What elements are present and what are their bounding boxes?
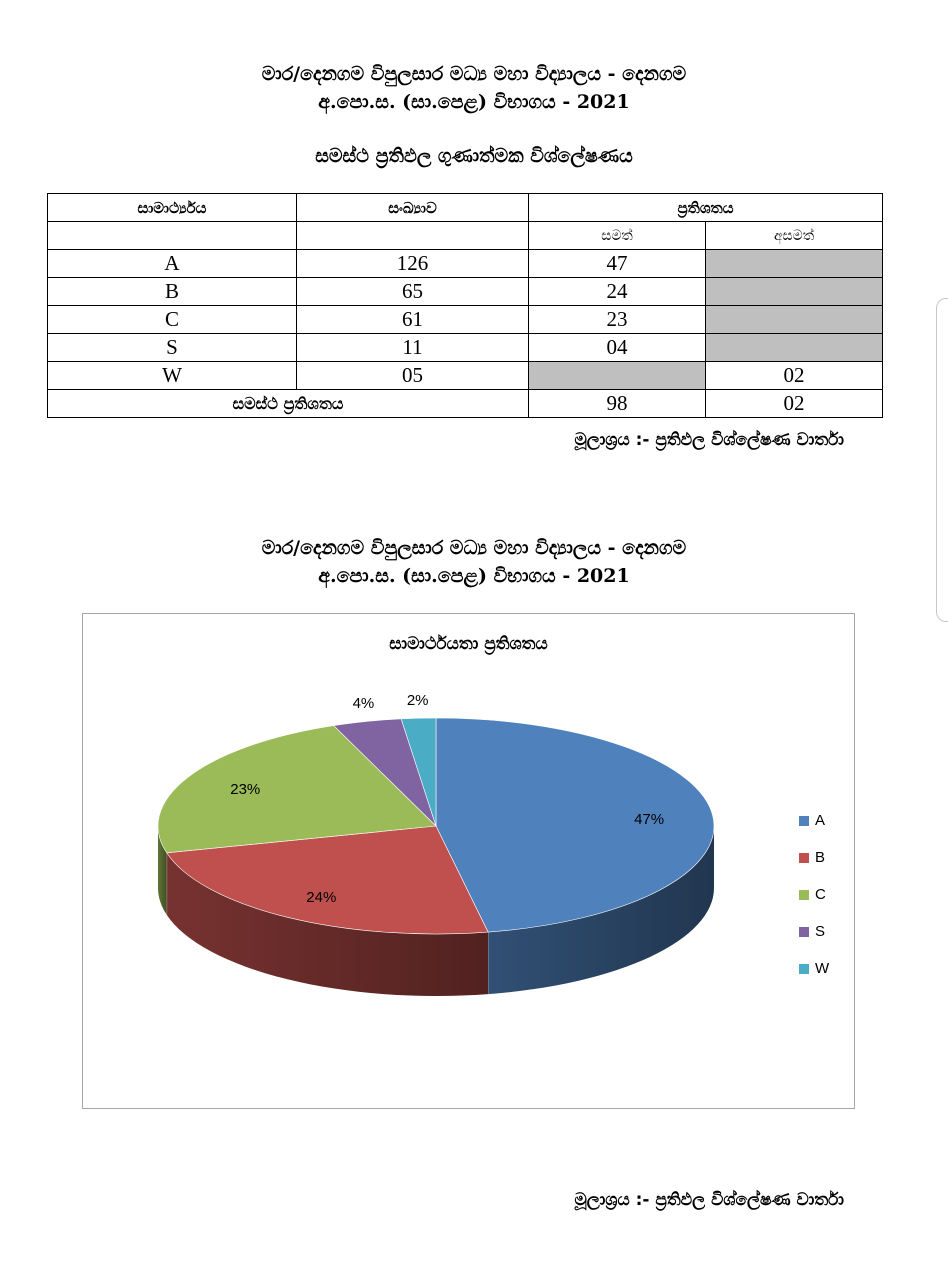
legend-swatch (799, 964, 809, 974)
achievement-header: සාමාර්ථ්‍යය (48, 194, 297, 222)
data-label-W: 2% (406, 691, 429, 709)
legend-swatch (799, 890, 809, 900)
table-subheader-row (48, 222, 883, 250)
pass-cell-shaded (529, 362, 706, 390)
count-cell: 05 (297, 362, 529, 390)
pie-chart (82, 613, 855, 1109)
grade-cell: W (48, 362, 297, 390)
legend-label: W (815, 960, 830, 977)
legend-item-W (799, 950, 829, 987)
fail-cell-shaded (706, 278, 883, 306)
document-heading (0, 60, 948, 116)
pass-cell: 04 (529, 334, 706, 362)
source-note: මූලාශ්‍රය :- ප්‍රතිඵල විශ්ලේෂණ වාර්තා (574, 1190, 844, 1210)
school-name: මාර/දෙනගම විපුලසාර මධ්‍ය මහා විද්‍යාලය - දෙනගම (261, 537, 687, 559)
grade-cell: B (48, 278, 297, 306)
pass-cell: 23 (529, 306, 706, 334)
fail-cell-shaded (706, 306, 883, 334)
data-label-B: 24% (306, 889, 337, 907)
legend-label: S (815, 923, 826, 940)
grade-cell: C (48, 306, 297, 334)
fail-cell-shaded (706, 334, 883, 362)
empty-cell (297, 222, 529, 250)
grade-cell: A (48, 250, 297, 278)
empty-cell (48, 222, 297, 250)
count-cell: 11 (297, 334, 529, 362)
data-label-C: 23% (230, 781, 261, 799)
grade-cell: S (48, 334, 297, 362)
legend-swatch (799, 927, 809, 937)
chart-legend (799, 802, 829, 987)
count-header: සංඛ්‍යාව (297, 194, 529, 222)
table-header-row (48, 194, 883, 222)
percentage-header: ප්‍රතිශතය (529, 194, 883, 222)
count-cell: 61 (297, 306, 529, 334)
school-name: මාර/දෙනගම විපුලසාර මධ්‍ය මහා විද්‍යාලය - දෙනගම (261, 63, 687, 85)
table-row (48, 362, 883, 390)
pass-cell: 47 (529, 250, 706, 278)
table-row (48, 306, 883, 334)
legend-label: C (815, 886, 826, 903)
fail-cell: 02 (706, 362, 883, 390)
fail-cell-shaded (706, 250, 883, 278)
legend-item-S (799, 913, 829, 950)
data-label-S: 4% (352, 695, 375, 713)
legend-item-B (799, 839, 829, 876)
data-label-A: 47% (634, 811, 665, 829)
legend-swatch (799, 853, 809, 863)
pass-cell: 24 (529, 278, 706, 306)
chart-heading (0, 534, 948, 590)
table-row (48, 334, 883, 362)
legend-label: B (815, 849, 826, 866)
pass-header: සමත් (529, 222, 706, 250)
results-table (47, 193, 883, 418)
total-pass: 98 (529, 390, 706, 418)
total-row (48, 390, 883, 418)
legend-item-A (799, 802, 829, 839)
source-note: මූලාශ්‍රය :- ප්‍රතිඵල විශ්ලේෂණ වාර්තා (574, 430, 844, 450)
legend-swatch (799, 816, 809, 826)
fail-header: අසමත් (706, 222, 883, 250)
table-title: සමස්ථ ප්‍රතිඵල ගුණාත්මක විශ්ලේෂණය (315, 145, 633, 167)
table-row (48, 250, 883, 278)
legend-item-C (799, 876, 829, 913)
legend-label: A (815, 812, 826, 829)
pie-chart-svg (83, 614, 854, 1108)
exam-name: අ.පො.ස. (සා.පෙළ) විභාගය - 2021 (318, 565, 630, 587)
exam-name: අ.පො.ස. (සා.පෙළ) විභාගය - 2021 (318, 91, 630, 113)
total-fail: 02 (706, 390, 883, 418)
chart-title: සාමාර්ථයතා ප්‍රතිශතය (389, 634, 548, 654)
count-cell: 126 (297, 250, 529, 278)
table-row (48, 278, 883, 306)
count-cell: 65 (297, 278, 529, 306)
total-label: සමස්ථ ප්‍රතිශතය (48, 390, 529, 418)
